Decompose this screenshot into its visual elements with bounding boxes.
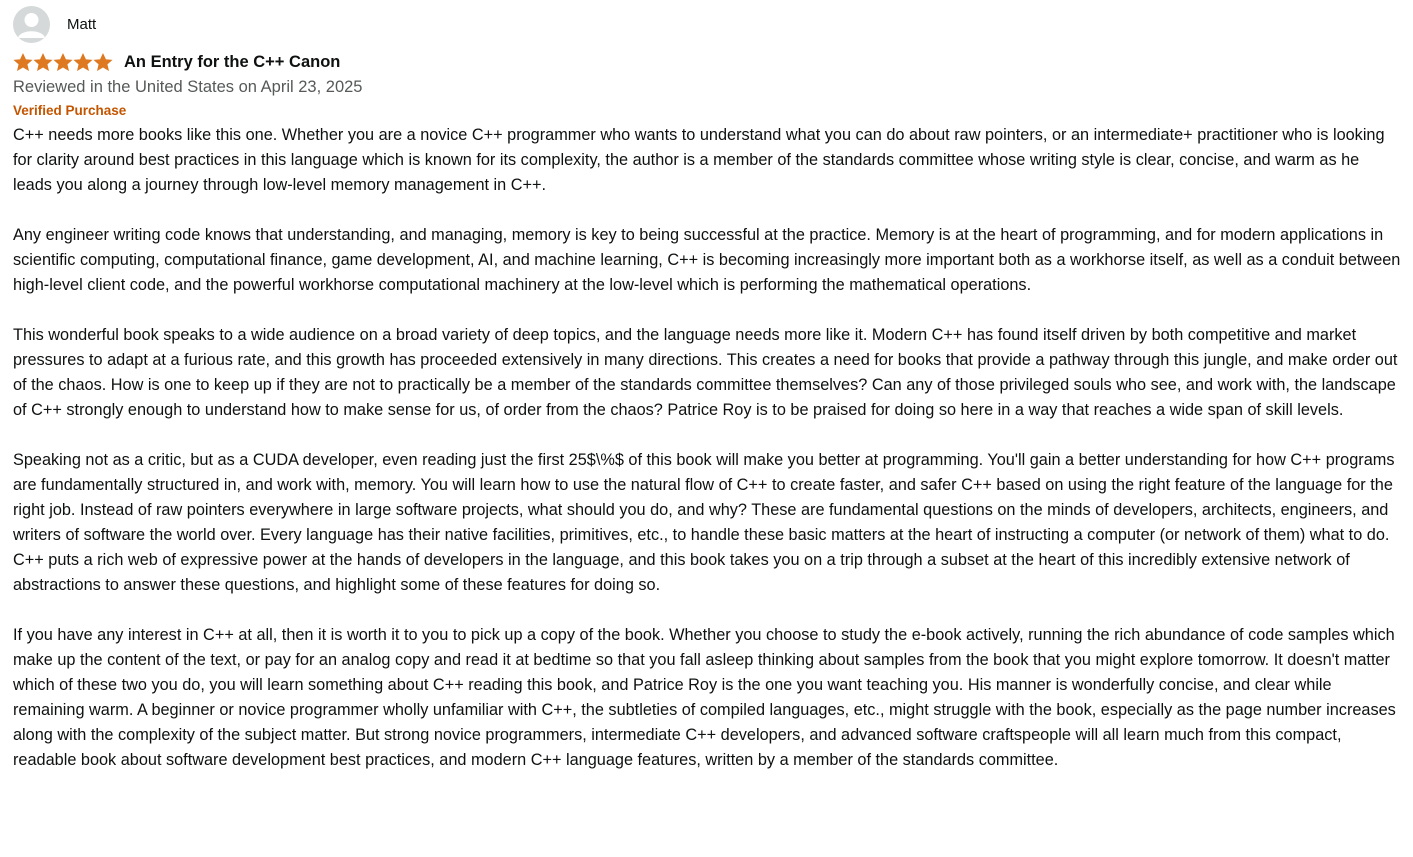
star-icon — [93, 53, 113, 71]
star-icon — [53, 53, 73, 71]
review-title[interactable]: An Entry for the C++ Canon — [124, 52, 341, 71]
star-rating[interactable] — [13, 53, 113, 71]
verified-purchase-badge: Verified Purchase — [13, 103, 127, 118]
reviewer-profile[interactable] — [13, 6, 1401, 43]
review-paragraph: Speaking not as a critic, but as a CUDA developer, even reading just the first 25$\%$ of this book will make you better at programming. You'll gain a better understanding for how C++ programs are fundamentally structured in, and work with, memory. You will learn how to use the natural flow of C++ to create faster, and safer C++ based on using the right feature of the language for the right job. Instead of raw pointers everywhere in large software projects, what should you do, and why? These are fundamental questions on the minds of developers, architects, engineers, and writers of software the world over. Every language has their native facilities, primitives, etc., to handle these basic matters at the heart of instructing a computer (or network of them) what to do. C++ puts a rich web of expressive power at the hands of developers in the language, and this book takes you on a trip through a subset at the heart of this incredibly extensive network of abstractions to answer these questions, and highlight some of these features for doing so. — [13, 451, 1395, 594]
review-paragraph: If you have any interest in C++ at all, then it is worth it to you to pick up a copy of the book. Whether you choose to study the e-book actively, running the rich abundance of code samples which make up the content of the text, or pay for an analog copy and read it at bedtime so that you fall asleep thinking about samples from the book that you might explore tomorrow. It doesn't matter which of these two you do, you will learn something about C++ reading this book, and Patrice Roy is the one you want teaching you. His manner is wonderfully concise, and clear while remaining warm. A beginner or novice programmer wholly unfamiliar with C++, the subtleties of compiled languages, etc., might struggle with the book, especially as the page number increases along with the complexity of the subject matter. But strong novice programmers, intermediate C++ developers, and advanced software craftspeople will all learn much from this compact, readable book about software development best practices, and modern C++ language features, written by a member of the standards committee. — [13, 626, 1396, 769]
reviewer-name[interactable]: Matt — [67, 16, 97, 33]
review-header — [13, 53, 1401, 71]
review-body — [13, 123, 1401, 773]
review-paragraph: C++ needs more books like this one. Whether you are a novice C++ programmer who wants to understand what you can do about raw pointers, or an intermediate+ practitioner who is looking for clarity around best practices in this language which is known for its complexity, the author is a member of the standards committee whose writing style is clear, concise, and warm as he leads you along a journey through low-level memory management in C++. — [13, 126, 1385, 194]
review-date: Reviewed in the United States on April 23, 2025 — [13, 78, 363, 96]
review-paragraph: Any engineer writing code knows that understanding, and managing, memory is key to being successful at the practice. Memory is at the heart of programming, and for modern applications in scientific computing, computational finance, game development, AI, and machine learning, C++ is becoming increasingly more important both as a workhorse itself, as well as a conduit between high-level client code, and the powerful workhorse computational machinery at the low-level which is performing the mathematical operations. — [13, 226, 1401, 294]
star-icon — [73, 53, 93, 71]
default-user-avatar-icon[interactable] — [13, 6, 50, 43]
star-icon — [13, 53, 33, 71]
review-paragraph: This wonderful book speaks to a wide audience on a broad variety of deep topics, and the language needs more like it. Modern C++ has found itself driven by both competitive and market pressures to adapt at a furious rate, and this growth has proceeded extensively in many directions. This creates a need for books that provide a pathway through this jungle, and make order out of the chaos. How is one to keep up if they are not to practically be a member of the standards committee themselves? Can any of those privileged souls who see, and work with, the landscape of C++ strongly enough to understand how to make sense for us, of order from the chaos? Patrice Roy is to be praised for doing so here in a way that reaches a wide span of skill levels. — [13, 326, 1398, 419]
star-icon — [33, 53, 53, 71]
